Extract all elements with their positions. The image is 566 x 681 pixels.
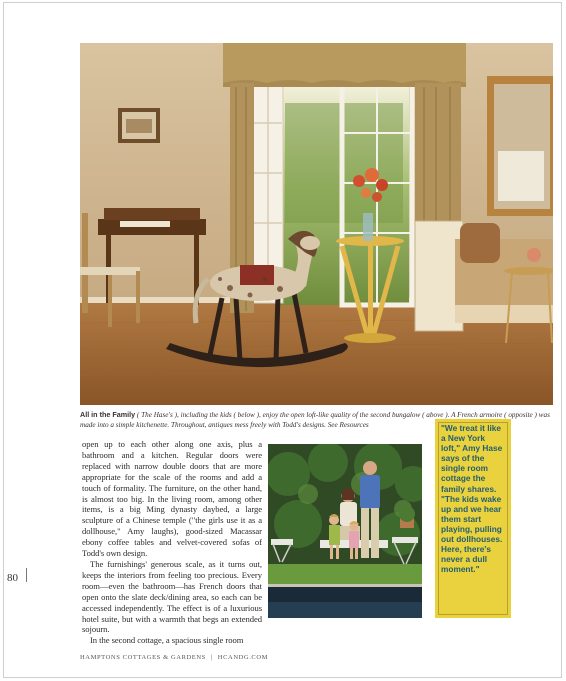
pull-quote-text: "We treat it like a New York loft," Amy Hase says of the single room cottage the family shares. "The kids wake up and we hear them start playing, pulling out dollhouses. Here, there's never a dull moment." bbox=[441, 423, 503, 575]
page-footer bbox=[80, 654, 268, 661]
folio-divider bbox=[26, 568, 27, 582]
page-number: 80 bbox=[7, 572, 18, 584]
family-photo bbox=[268, 444, 422, 618]
caption-lead: All in the Family bbox=[80, 410, 136, 419]
footer-publication: HAMPTONS COTTAGES & GARDENS bbox=[80, 654, 206, 661]
footer-separator: | bbox=[210, 654, 213, 661]
body-paragraph: In the second cottage, a spacious single room bbox=[90, 635, 244, 646]
pull-quote bbox=[435, 419, 511, 618]
footer-website: HCANDG.COM bbox=[217, 654, 269, 661]
interior-photo bbox=[80, 43, 553, 405]
article-body bbox=[82, 439, 262, 646]
body-paragraph: open up to each other along one axis, plus a bathroom and a kitchen. Regular doors were replaced with narrow double doors that are more appropriate for the scale of the rooms and add a touch of formality. The furniture, on the other hand, is almost too big. In the living room, among other items, is a big Ming dynasty daybed, a large sculpture of a Chinese temple ("the girls use it as a dollhouse," Amy laughs), good-sized Macassar ebony coffee tables and velvet-covered sofas of Todd's own design. bbox=[82, 439, 262, 559]
caption-text: ( The Hase's ), including the kids ( below ), enjoy the open loft-like quality of the second bungalow ( above ). A French armoire ( opposite ) was made into a simple kitchenette. Throughout, antiques mess freely with Todd's designs. See Resources bbox=[80, 411, 550, 429]
body-paragraph: The furnishings' generous scale, as it turns out, keeps the interiors from feeling too precious. Every room—even the bathroom—has French doors that open onto the slate deck/dining area, so each can be accessed independently. The effect is of a luxurious hotel suite, but with a warmth that begs an extended sojourn. bbox=[82, 558, 262, 635]
